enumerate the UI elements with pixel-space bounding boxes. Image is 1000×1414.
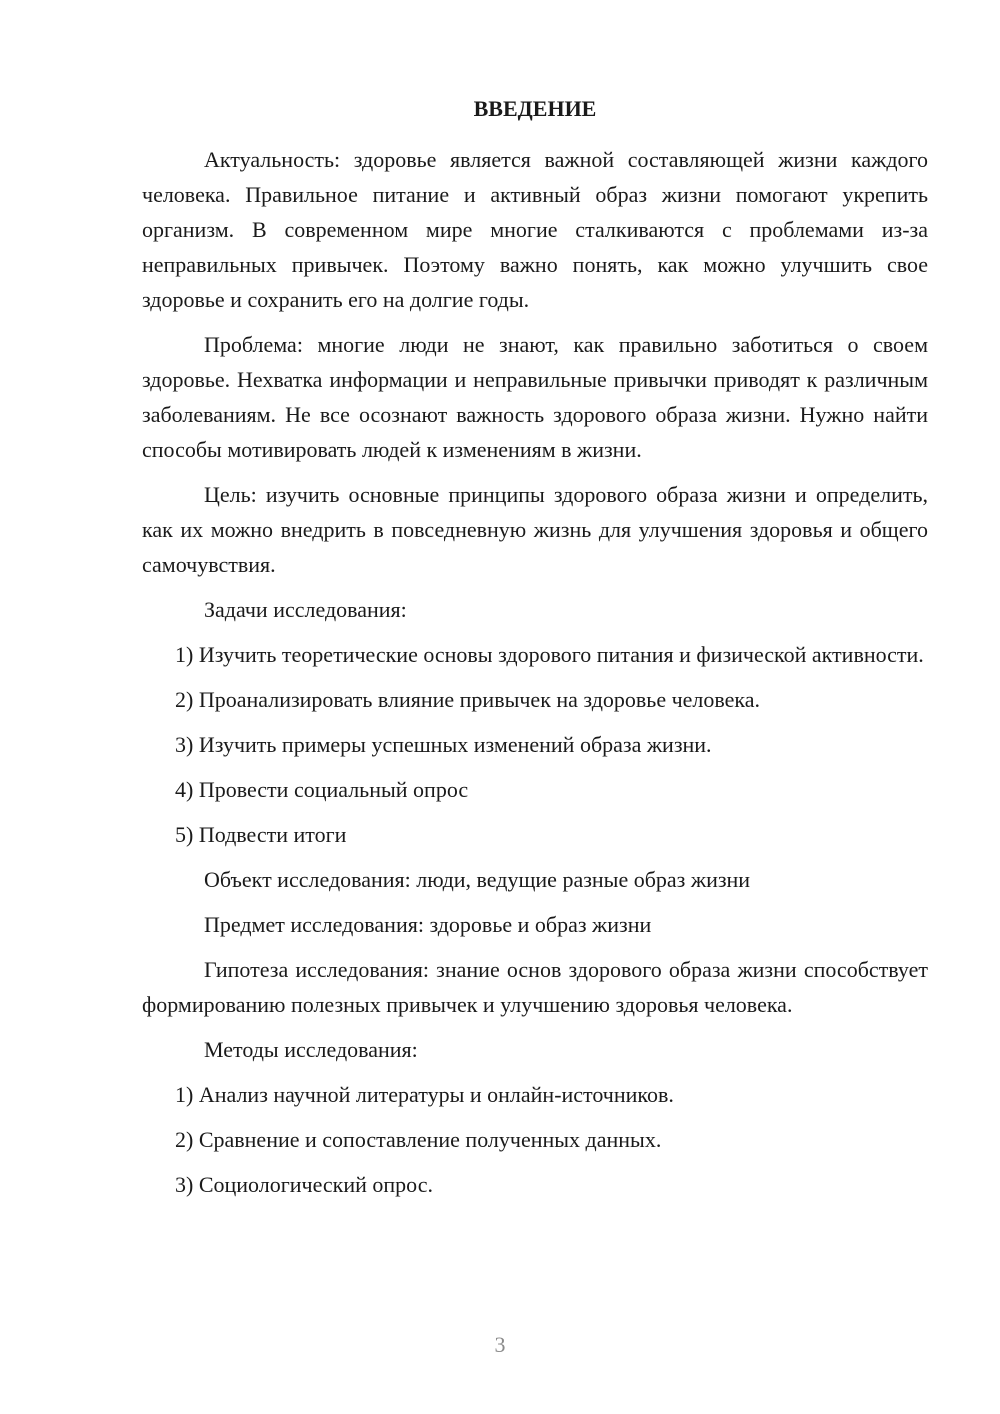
goal-paragraph: Цель: изучить основные принципы здорового образа жизни и определить, как их можно внедрить в повседневную жизнь для улучшения здоровья и общего самочувствия. [142, 482, 928, 577]
subject-paragraph: Предмет исследования: здоровье и образ жизни [204, 912, 652, 937]
problem-paragraph: Проблема: многие люди не знают, как правильно заботиться о своем здоровье. Нехватка информации и неправильные привычки приводят к различным заболеваниям. Не все осознают важность здорового образа жизни. Нужно найти способы мотивировать людей к изменениям в жизни. [142, 332, 928, 462]
method-item: 3) Социологический опрос. [175, 1172, 433, 1197]
task-item: 3) Изучить примеры успешных изменений образа жизни. [175, 732, 712, 757]
task-item: 4) Провести социальный опрос [175, 777, 469, 802]
hypothesis-paragraph: Гипотеза исследования: знание основ здорового образа жизни способствует формированию полезных привычек и улучшению здоровья человека. [142, 957, 928, 1017]
document-page [142, 94, 928, 1212]
relevance-paragraph: Актуальность: здоровье является важной составляющей жизни каждого человека. Правильное питание и активный образ жизни помогают укрепить организм. В современном мире многие сталкиваются с проблемами из-за неправильных привычек. Поэтому важно понять, как можно улучшить свое здоровье и сохранить его на долгие годы. [142, 147, 928, 312]
task-item: 1) Изучить теоретические основы здорового питания и физической активности. [175, 642, 924, 667]
tasks-title: Задачи исследования: [204, 597, 407, 622]
page-number: 3 [494, 1332, 506, 1357]
object-paragraph: Объект исследования: люди, ведущие разные образ жизни [204, 867, 751, 892]
task-item: 2) Проанализировать влияние привычек на здоровье человека. [175, 687, 761, 712]
methods-title: Методы исследования: [204, 1037, 418, 1062]
method-item: 1) Анализ научной литературы и онлайн-источников. [175, 1082, 674, 1107]
section-heading: ВВЕДЕНИЕ [473, 96, 597, 121]
task-item: 5) Подвести итоги [175, 822, 347, 847]
method-item: 2) Сравнение и сопоставление полученных данных. [175, 1127, 662, 1152]
